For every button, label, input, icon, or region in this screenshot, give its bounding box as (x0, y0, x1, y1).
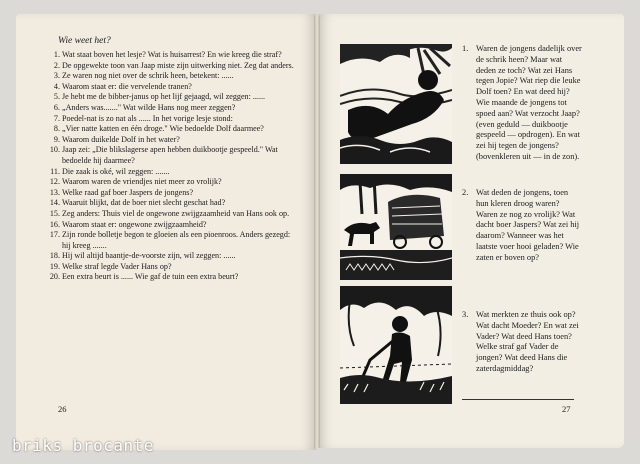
left-question-item (46, 92, 296, 103)
question-number: 1. (53, 50, 60, 59)
question-number: 9. (53, 134, 60, 144)
watermark: briks brocante (12, 436, 154, 455)
book-gutter (314, 16, 320, 448)
left-question-item (46, 82, 296, 93)
question-number: 6. (53, 102, 60, 112)
question-text: Hij wil altijd baantje-de-voorste zijn, wil zeggen: ...... (62, 251, 236, 261)
question-text: Poedel-nat is zo nat als ...... In het vorige lesje stond: (62, 113, 233, 123)
right-page-number: 27 (562, 404, 571, 414)
left-question-item (46, 251, 296, 262)
right-question-item (462, 44, 582, 163)
left-question-item (46, 272, 296, 283)
question-number: 14. (49, 198, 60, 208)
question-text: Waarom duikelde Dolf in het water? (62, 134, 180, 144)
question-number: 13. (49, 187, 60, 197)
question-number: 20. (49, 272, 60, 282)
right-question-item (462, 188, 582, 264)
left-question-item (46, 262, 296, 273)
question-number: 5. (53, 92, 60, 102)
left-question-item (46, 209, 296, 220)
question-number: 8. (53, 124, 60, 134)
question-number: 2. (462, 188, 469, 197)
question-text: Waren de jongens dadelijk over de schrik heen? Maar wat deden ze toch? Wat zei Hans tegen Jopie? Wat riep die leuke Dolf toen? En wat deed hij? Wie maande de jongens tot spoed aan? Wat verzocht Jaap? (even geduld — duikbootje gespeeld — opdrogen). En wat zei hij tegen de jongens? (bovenkleren uit — in de zon). (476, 44, 582, 161)
question-text: Wat deden de jongens, toen hun kleren droog waren? Waren ze nog zo vrolijk? Wat dacht boer Jaspers? Wat zei hij daarom? Wanneer was het laatste voer hooi geladen? Wie zaten er boven op? (476, 188, 580, 262)
question-number: 1. (462, 44, 469, 53)
question-number: 7. (53, 113, 60, 123)
question-text: Zeg anders: Thuis viel de ongewone zwijgzaamheid van Hans ook op. (62, 208, 290, 218)
question-text: Welke straf legde Vader Hans op? (62, 261, 172, 271)
question-number: 19. (49, 261, 60, 271)
illustration-garden-boy (340, 286, 452, 404)
question-number: 12. (49, 177, 60, 187)
question-text: Wat merkten ze thuis ook op? Wat dacht Moeder? En wat zei Vader? Wat deed Hans toen? Welke straf gaf Vader de jongen? Wat deed Hans die zaterdagmiddag? (476, 310, 579, 373)
left-question-item (46, 230, 296, 251)
left-page-number: 26 (58, 404, 67, 414)
question-text: De opgewekte toon van Jaap miste zijn uitwerking niet. Zeg dat anders. (62, 60, 294, 70)
question-text: Welke raad gaf boer Jaspers de jongens? (62, 187, 194, 197)
question-text: Waaruit blijkt, dat de boer niet slecht geschat had? (62, 198, 226, 208)
left-page-title: Wie weet het? (58, 36, 111, 46)
question-text: Waarom staat er: ongewone zwijgzaamheid? (62, 219, 207, 229)
question-text: Zijn ronde bolletje begon te gloeien als een pioenroos. Anders gezegd: hij kreeg ....... (62, 230, 291, 250)
left-question-item (46, 103, 296, 114)
left-question-item (46, 167, 296, 178)
left-question-item (46, 61, 296, 72)
question-text: „Vier natte katten en één droge." Wie bedoelde Dolf daarmee? (62, 124, 264, 134)
left-question-item (46, 114, 296, 125)
question-text: Waarom staat er: die vervelende tranen? (62, 81, 192, 91)
left-question-item (46, 220, 296, 231)
answer-line (462, 399, 574, 400)
question-text: Een extra beurt is ...... Wie gaf de tuin een extra beurt? (62, 272, 239, 282)
question-text: Die zaak is oké, wil zeggen: ....... (62, 166, 170, 176)
question-number: 17. (49, 230, 60, 240)
left-question-item (46, 188, 296, 199)
question-text: Jaap zei: „Die blikslagerse apen hebben duikbootje gespeeld." Wat bedoelde hij daarmee? (62, 145, 278, 165)
question-text: „Anders was......." Wat wilde Hans nog meer zeggen? (62, 102, 236, 112)
question-number: 15. (49, 208, 60, 218)
left-question-item (46, 135, 296, 146)
question-number: 2. (53, 60, 60, 70)
question-number: 16. (49, 219, 60, 229)
question-number: 3. (53, 71, 60, 81)
left-question-item (46, 71, 296, 82)
question-text: Waarom waren de vriendjes niet meer zo vrolijk? (62, 177, 222, 187)
question-number: 4. (53, 81, 60, 91)
right-question-item (462, 310, 582, 375)
left-question-item (46, 124, 296, 135)
left-question-item (46, 145, 296, 166)
question-number: 18. (49, 251, 60, 261)
question-number: 10. (49, 145, 60, 155)
question-text: Ze waren nog niet over de schrik heen, betekent: ...... (62, 71, 234, 81)
question-number: 3. (462, 310, 469, 319)
question-number: 11. (50, 166, 60, 176)
left-question-list (46, 50, 296, 283)
left-question-item (46, 50, 296, 61)
illustration-swimming-boy (340, 44, 452, 164)
illustration-hay-cart (340, 174, 452, 280)
question-text: Wat staat boven het lesje? Wat is huisarrest? En wie kreeg die straf? (62, 50, 282, 59)
left-question-item (46, 177, 296, 188)
question-text: Je hebt me de bibber-janus op het lijf gejaagd, wil zeggen: ...... (62, 92, 266, 102)
left-question-item (46, 198, 296, 209)
